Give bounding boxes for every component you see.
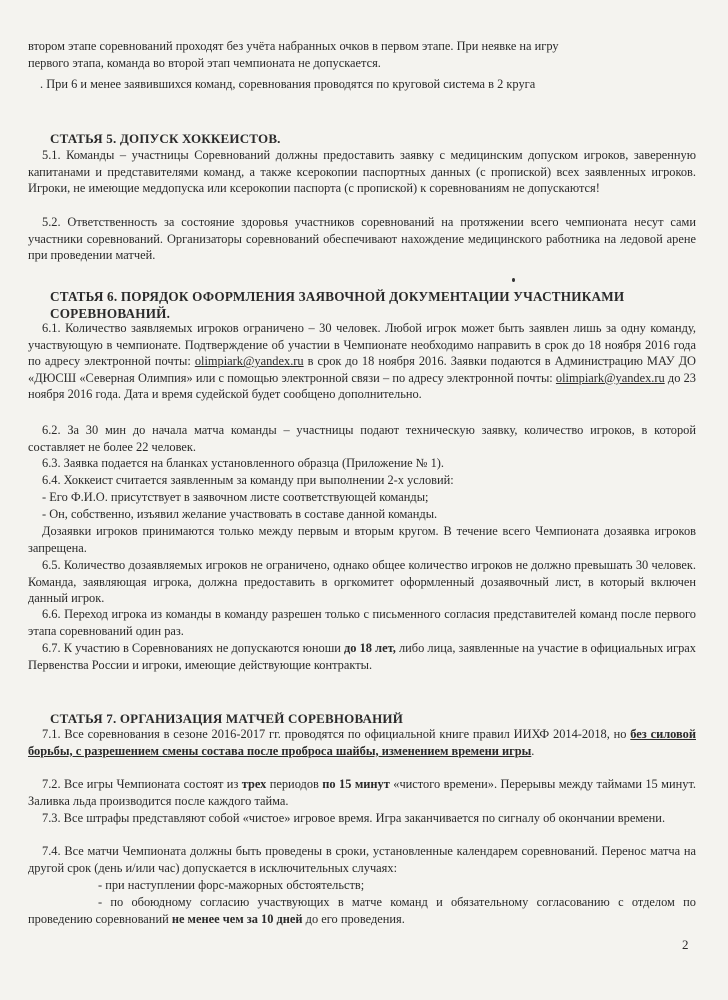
article-6-paragraph-1: 6.1. Количество заявляемых игроков ограничено – 30 человек. Любой игрок может быть заявлен лишь за одну команду, участвующую в чемпионате. Подтверждение об участии в Чемпионате необходимо направить в срок до 18 ноября 2016 года по адресу электронной почты: olimpiark@yandex.ru в срок до 18 ноября 2016. Заявки подаются в Администрацию МАУ ДО «ДЮСШ «Северная Олимпия» или с помощью электронной связи – по адресу электронной почты: olimpiark@yandex.ru до 23 ноября 2016 года. Дата и время судейской будет сообщено дополнительно. (28, 321, 696, 402)
article-6-paragraph-8: 6.7. К участию в Соревнованиях не допускаются юноши до 18 лет, либо лица, заявленные на участие в официальных играх Первенства России и игроки, имеющие действующие контракты. (28, 641, 696, 672)
article-5-paragraph-2: 5.2. Ответственность за состояние здоровья участников соревнований на протяжении всего чемпионата несут сами участники соревнований. Организаторы соревнований обеспечивают нахождение медицинского работника на ледовой арене при проведении матчей. (28, 215, 696, 263)
intro-line-1: втором этапе соревнований проходят без учёта набранных очков в первом этапе. При неявке на игру (28, 39, 559, 53)
scan-speck (512, 278, 515, 282)
intro-line-3: . При 6 и менее заявившихся команд, соревнования проводятся по круговой система в 2 круга (40, 77, 536, 91)
article-5-paragraph-1: 5.1. Команды – участницы Соревнований должны предоставить заявку с медицинским допуском игроков, заверенную капитанами и представителями команд, а также ксерокопии паспортных данных (с пропиской) всех заявленных игроков. Игроки, не имеющие меддопуска или ксерокопии паспорта (с пропиской) к соревнованиям не допускаются! (28, 148, 696, 196)
article-7-paragraph-1: 7.1. Все соревнования в сезоне 2016-2017 гг. проводятся по официальной книге правил ИИХФ 2014-2018, но без силовой борьбы, с разрешением смены состава после проброса шайбы, изменением времени игры. (28, 727, 696, 758)
article-7-condition-1: - при наступлении форс-мажорных обстоятельств; (98, 878, 365, 892)
page-number: 2 (682, 937, 689, 952)
article-7-paragraph-3: 7.3. Все штрафы представляют собой «чистое» игровое время. Игра заканчивается по сигналу об окончании времени. (42, 811, 666, 825)
article-6-paragraph-5: Дозаявки игроков принимаются только между первым и вторым кругом. В течение всего Чемпионата дозаявка игроков запрещена. (28, 524, 696, 555)
article-7-paragraph-4: 7.4. Все матчи Чемпионата должны быть проведены в сроки, установленные календарем соревнований. Перенос матча на другой срок (день и/или час) допускается в исключительных случаях: (28, 844, 696, 875)
email-link-1[interactable]: olimpiark@yandex.ru (194, 354, 304, 369)
article-6-condition-1: - Его Ф.И.О. присутствует в заявочном листе соответствующей команды; (42, 490, 429, 504)
article-6-paragraph-6: 6.5. Количество дозаявляемых игроков не ограничено, однако общее количество игроков не должно превышать 30 человек. Команда, заявляющая игрока, должна предоставить в оргкомитет оформленный дозаявочный лист, в который включен данный игрок. (28, 558, 696, 606)
intro-line-2: первого этапа, команда во второй этап чемпионата не допускается. (28, 56, 381, 70)
email-link-2[interactable]: olimpiark@yandex.ru (555, 370, 665, 385)
article-7-paragraph-2: 7.2. Все игры Чемпионата состоят из трех периодов по 15 минут «чистого времени». Перерывы между таймами 15 минут. Заливка льда производится после каждого тайма. (28, 777, 697, 808)
article-7-heading: СТАТЬЯ 7. ОРГАНИЗАЦИЯ МАТЧЕЙ СОРЕВНОВАНИЙ (50, 711, 404, 726)
article-6-heading: СТАТЬЯ 6. ПОРЯДОК ОФОРМЛЕНИЯ ЗАЯВОЧНОЙ ДОКУМЕНТАЦИИ УЧАСТНИКАМИ СОРЕВНОВАНИЙ. (50, 289, 625, 321)
article-6-paragraph-3: 6.3. Заявка подается на бланках установленного образца (Приложение № 1). (42, 456, 445, 470)
article-7-condition-2: - по обоюдному согласию участвующих в матче команд и обязательному согласованию с отделом по проведению соревнований не менее чем за 10 дней до его проведения. (28, 895, 696, 926)
article-6-paragraph-2: 6.2. За 30 мин до начала матча команды – участницы подают техническую заявку, количество игроков, в которой составляет не более 22 человек. (28, 423, 696, 454)
article-6-paragraph-4: 6.4. Хоккеист считается заявленным за команду при выполнении 2-х условий: (42, 473, 454, 487)
article-6-condition-2: - Он, собственно, изъявил желание участвовать в составе данной команды. (42, 507, 438, 521)
article-5-heading: СТАТЬЯ 5. ДОПУСК ХОККЕИСТОВ. (50, 131, 281, 146)
article-6-paragraph-7: 6.6. Переход игрока из команды в команду разрешен только с письменного согласия представителей команд после первого этапа соревнований один раз. (28, 607, 696, 638)
